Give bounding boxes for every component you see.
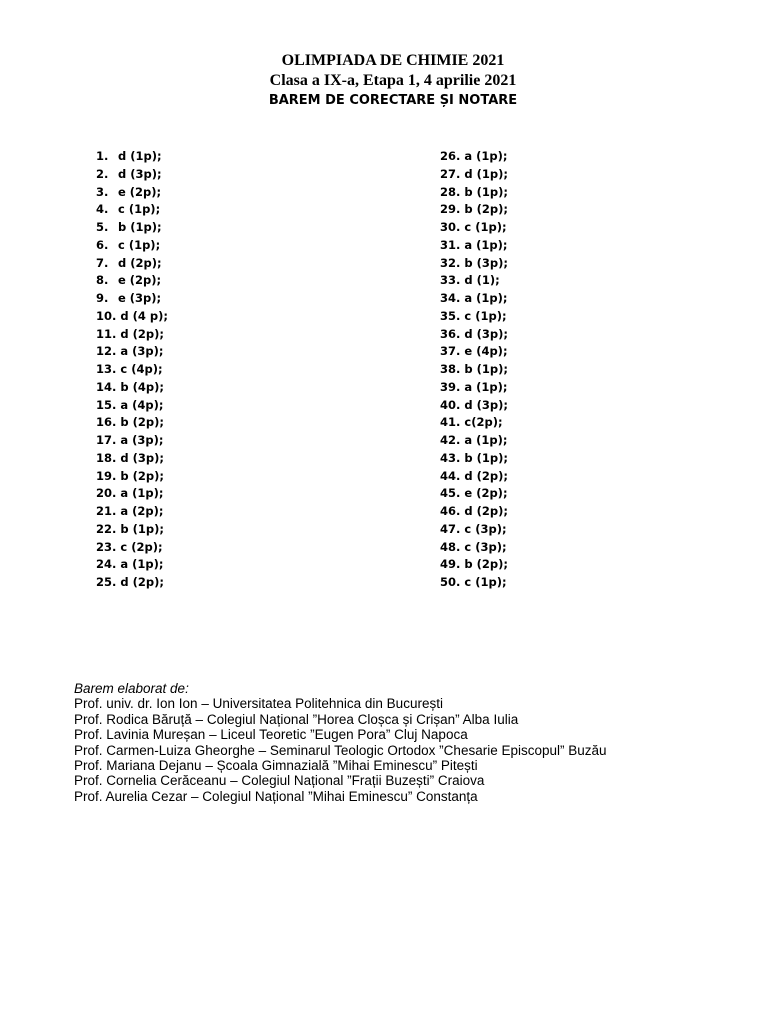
answer-number: 16. [96, 415, 117, 430]
answer-number: 35. [440, 308, 461, 323]
answer-value: d (3p); [120, 450, 164, 465]
credits-author-line: Prof. Aurelia Cezar – Colegiul Național ”Mihai Eminescu” Constanța [74, 788, 478, 804]
answer-value: a (2p); [120, 504, 164, 518]
answer-row [96, 237, 168, 255]
answer-number: 21. [96, 504, 117, 518]
answer-number: 24. [96, 557, 117, 572]
answer-value: c (1p); [464, 575, 507, 589]
answer-value: a (4p); [120, 397, 164, 412]
answer-number: 32. [440, 255, 461, 270]
answer-number: 22. [96, 521, 117, 536]
document-header [0, 51, 768, 111]
answer-value: a (3p); [120, 344, 164, 359]
answer-value: b (1p); [464, 362, 508, 376]
answer-row [96, 414, 168, 432]
answer-row [96, 326, 168, 344]
answer-value: a (3p); [120, 433, 164, 447]
page-title: OLIMPIADA DE CHIMIE 2021 [281, 52, 505, 69]
answer-number: 4. [96, 202, 109, 217]
answer-value: b (2p); [464, 202, 508, 217]
answer-value: e (4p); [464, 344, 508, 359]
answer-row [440, 414, 508, 432]
answer-value: a (1p); [120, 557, 164, 572]
answer-value: d (1p); [118, 149, 162, 163]
answer-number: 42. [440, 433, 461, 447]
answer-value: c (1p); [464, 308, 507, 323]
answer-value: c (3p); [464, 539, 507, 554]
answer-row [96, 148, 168, 166]
answer-value: b (1p); [464, 450, 508, 465]
answer-value: d (3p); [118, 166, 162, 181]
answer-number: 36. [440, 326, 461, 341]
answer-number: 29. [440, 202, 461, 217]
answer-number: 41. [440, 415, 461, 430]
answer-value: d (2p); [120, 326, 164, 341]
answer-row [440, 255, 508, 273]
answer-row [96, 521, 168, 539]
answer-number: 1. [96, 149, 109, 163]
answer-number: 9. [96, 291, 109, 305]
answer-row [96, 539, 168, 557]
answer-number: 11. [96, 326, 117, 341]
credits-author-line: Prof. Cornelia Cerăceanu – Colegiul Național ”Frații Buzești” Craiova [74, 773, 485, 789]
answer-number: 19. [96, 468, 117, 483]
answer-value: d (3p); [464, 326, 508, 341]
answer-value: c (1p); [464, 220, 507, 234]
answer-row [96, 503, 168, 521]
answer-number: 18. [96, 450, 117, 465]
answer-row [96, 450, 168, 468]
answer-value: d (2p); [464, 504, 508, 518]
answer-row [96, 361, 168, 379]
answer-row [96, 166, 168, 184]
answer-value: b (3p); [464, 255, 508, 270]
answer-row [96, 485, 168, 503]
barem-heading: BAREM DE CORECTARE ȘI NOTARE [268, 93, 518, 108]
answer-value: b (1p); [120, 521, 164, 536]
answer-value: a (1p); [120, 486, 164, 501]
answer-value: d (2p); [464, 468, 508, 483]
answer-value: c(2p); [464, 415, 503, 430]
answer-row [440, 450, 508, 468]
answer-row [440, 184, 508, 202]
answer-value: b (4p); [120, 379, 164, 394]
answer-number: 20. [96, 486, 117, 501]
answer-value: d (1); [464, 273, 500, 288]
credits-author-line: Prof. Carmen-Luiza Gheorghe – Seminarul Teologic Ortodox ”Chesarie Episcopul” Buzău [74, 742, 607, 758]
answer-value: c (2p); [120, 539, 163, 554]
answer-row [440, 166, 508, 184]
answer-row [440, 503, 508, 521]
answer-value: b (2p); [120, 468, 164, 483]
answer-value: c (3p); [464, 521, 507, 536]
answer-value: c (4p); [120, 362, 163, 376]
answer-row [440, 201, 508, 219]
answer-row [440, 397, 508, 415]
answer-number: 43. [440, 450, 461, 465]
page-subtitle: Clasa a IX-a, Etapa 1, 4 aprilie 2021 [269, 72, 517, 89]
answer-value: c (1p); [118, 202, 161, 217]
answer-row [96, 556, 168, 574]
answer-number: 33. [440, 273, 461, 288]
answer-row [440, 485, 508, 503]
answer-number: 7. [96, 255, 109, 270]
answer-number: 28. [440, 184, 461, 199]
answer-row [96, 574, 168, 592]
answer-number: 23. [96, 539, 117, 554]
answer-row [96, 184, 168, 202]
answer-number: 17. [96, 433, 117, 447]
credits-intro: Barem elaborat de: [74, 681, 189, 696]
answer-row [96, 219, 168, 237]
answer-row [440, 219, 508, 237]
credits-author-line: Prof. Rodica Băruță – Colegiul Național ”Horea Cloșca și Crișan” Alba Iulia [74, 711, 519, 727]
answer-row [440, 574, 508, 592]
answer-row [440, 379, 508, 397]
answer-value: a (1p); [464, 237, 508, 252]
answer-value: c (1p); [118, 237, 161, 252]
answer-row [440, 361, 508, 379]
answer-number: 13. [96, 362, 117, 376]
answer-row [440, 148, 508, 166]
answer-row [96, 255, 168, 273]
answer-row [440, 272, 508, 290]
answer-row [440, 343, 508, 361]
answer-row [96, 290, 168, 308]
answer-value: b (2p); [120, 415, 164, 430]
answer-number: 34. [440, 291, 461, 305]
answer-row [96, 201, 168, 219]
answer-value: a (1p); [464, 291, 508, 305]
answer-row [440, 468, 508, 486]
answer-row [440, 521, 508, 539]
credits-author-line: Prof. Lavinia Mureșan – Liceul Teoretic ”Eugen Pora” Cluj Napoca [74, 727, 468, 743]
answer-row [440, 432, 508, 450]
answer-number: 47. [440, 521, 461, 536]
credits-block [74, 681, 607, 804]
answer-row [96, 272, 168, 290]
answer-value: e (2p); [118, 273, 162, 288]
answer-number: 5. [96, 220, 109, 234]
answer-number: 50. [440, 575, 461, 589]
answer-value: b (1p); [118, 220, 162, 234]
answer-number: 8. [96, 273, 109, 288]
answer-value: d (2p); [118, 255, 162, 270]
answer-number: 40. [440, 397, 461, 412]
answer-row [96, 432, 168, 450]
answer-row [96, 379, 168, 397]
answer-value: b (2p); [464, 557, 508, 572]
answer-number: 44. [440, 468, 461, 483]
credits-author-line: Prof. univ. dr. Ion Ion – Universitatea Politehnica din București [74, 696, 443, 712]
answer-number: 45. [440, 486, 461, 501]
credits-author-line: Prof. Mariana Dejanu – Școala Gimnazială ”Mihai Eminescu” Pitești [74, 758, 478, 774]
answer-row [440, 556, 508, 574]
answer-value: e (3p); [118, 291, 162, 305]
answer-row [440, 290, 508, 308]
answer-number: 26. [440, 149, 461, 163]
answer-row [440, 237, 508, 255]
answer-value: e (2p); [464, 486, 508, 501]
answer-number: 30. [440, 220, 461, 234]
answer-row [440, 539, 508, 557]
credits-author-list [74, 696, 607, 804]
answer-number: 49. [440, 557, 461, 572]
answer-number: 14. [96, 379, 117, 394]
answer-number: 2. [96, 166, 109, 181]
answer-number: 27. [440, 166, 461, 181]
answer-value: e (2p); [118, 184, 162, 199]
answer-value: a (1p); [464, 149, 508, 163]
answer-row [96, 343, 168, 361]
answer-number: 25. [96, 575, 117, 589]
answer-number: 48. [440, 539, 461, 554]
answer-number: 38. [440, 362, 461, 376]
answer-number: 6. [96, 237, 109, 252]
answers-column-right [440, 148, 508, 592]
answer-number: 12. [96, 344, 117, 359]
answer-value: d (2p); [120, 575, 164, 589]
answer-number: 3. [96, 184, 109, 199]
answer-value: b (1p); [464, 184, 508, 199]
answer-number: 46. [440, 504, 461, 518]
answer-row [440, 308, 508, 326]
answer-row [440, 326, 508, 344]
answer-number: 39. [440, 379, 461, 394]
answer-number: 15. [96, 397, 117, 412]
answer-row [96, 468, 168, 486]
answer-number: 37. [440, 344, 461, 359]
answer-number: 31. [440, 237, 461, 252]
answer-value: d (1p); [464, 166, 508, 181]
answer-value: d (4 p); [120, 308, 168, 323]
answers-column-left [96, 148, 168, 592]
answer-value: a (1p); [464, 433, 508, 447]
answer-value: a (1p); [464, 379, 508, 394]
answer-row [96, 308, 168, 326]
answer-value: d (3p); [464, 397, 508, 412]
answer-number: 10. [96, 308, 117, 323]
answer-row [96, 397, 168, 415]
